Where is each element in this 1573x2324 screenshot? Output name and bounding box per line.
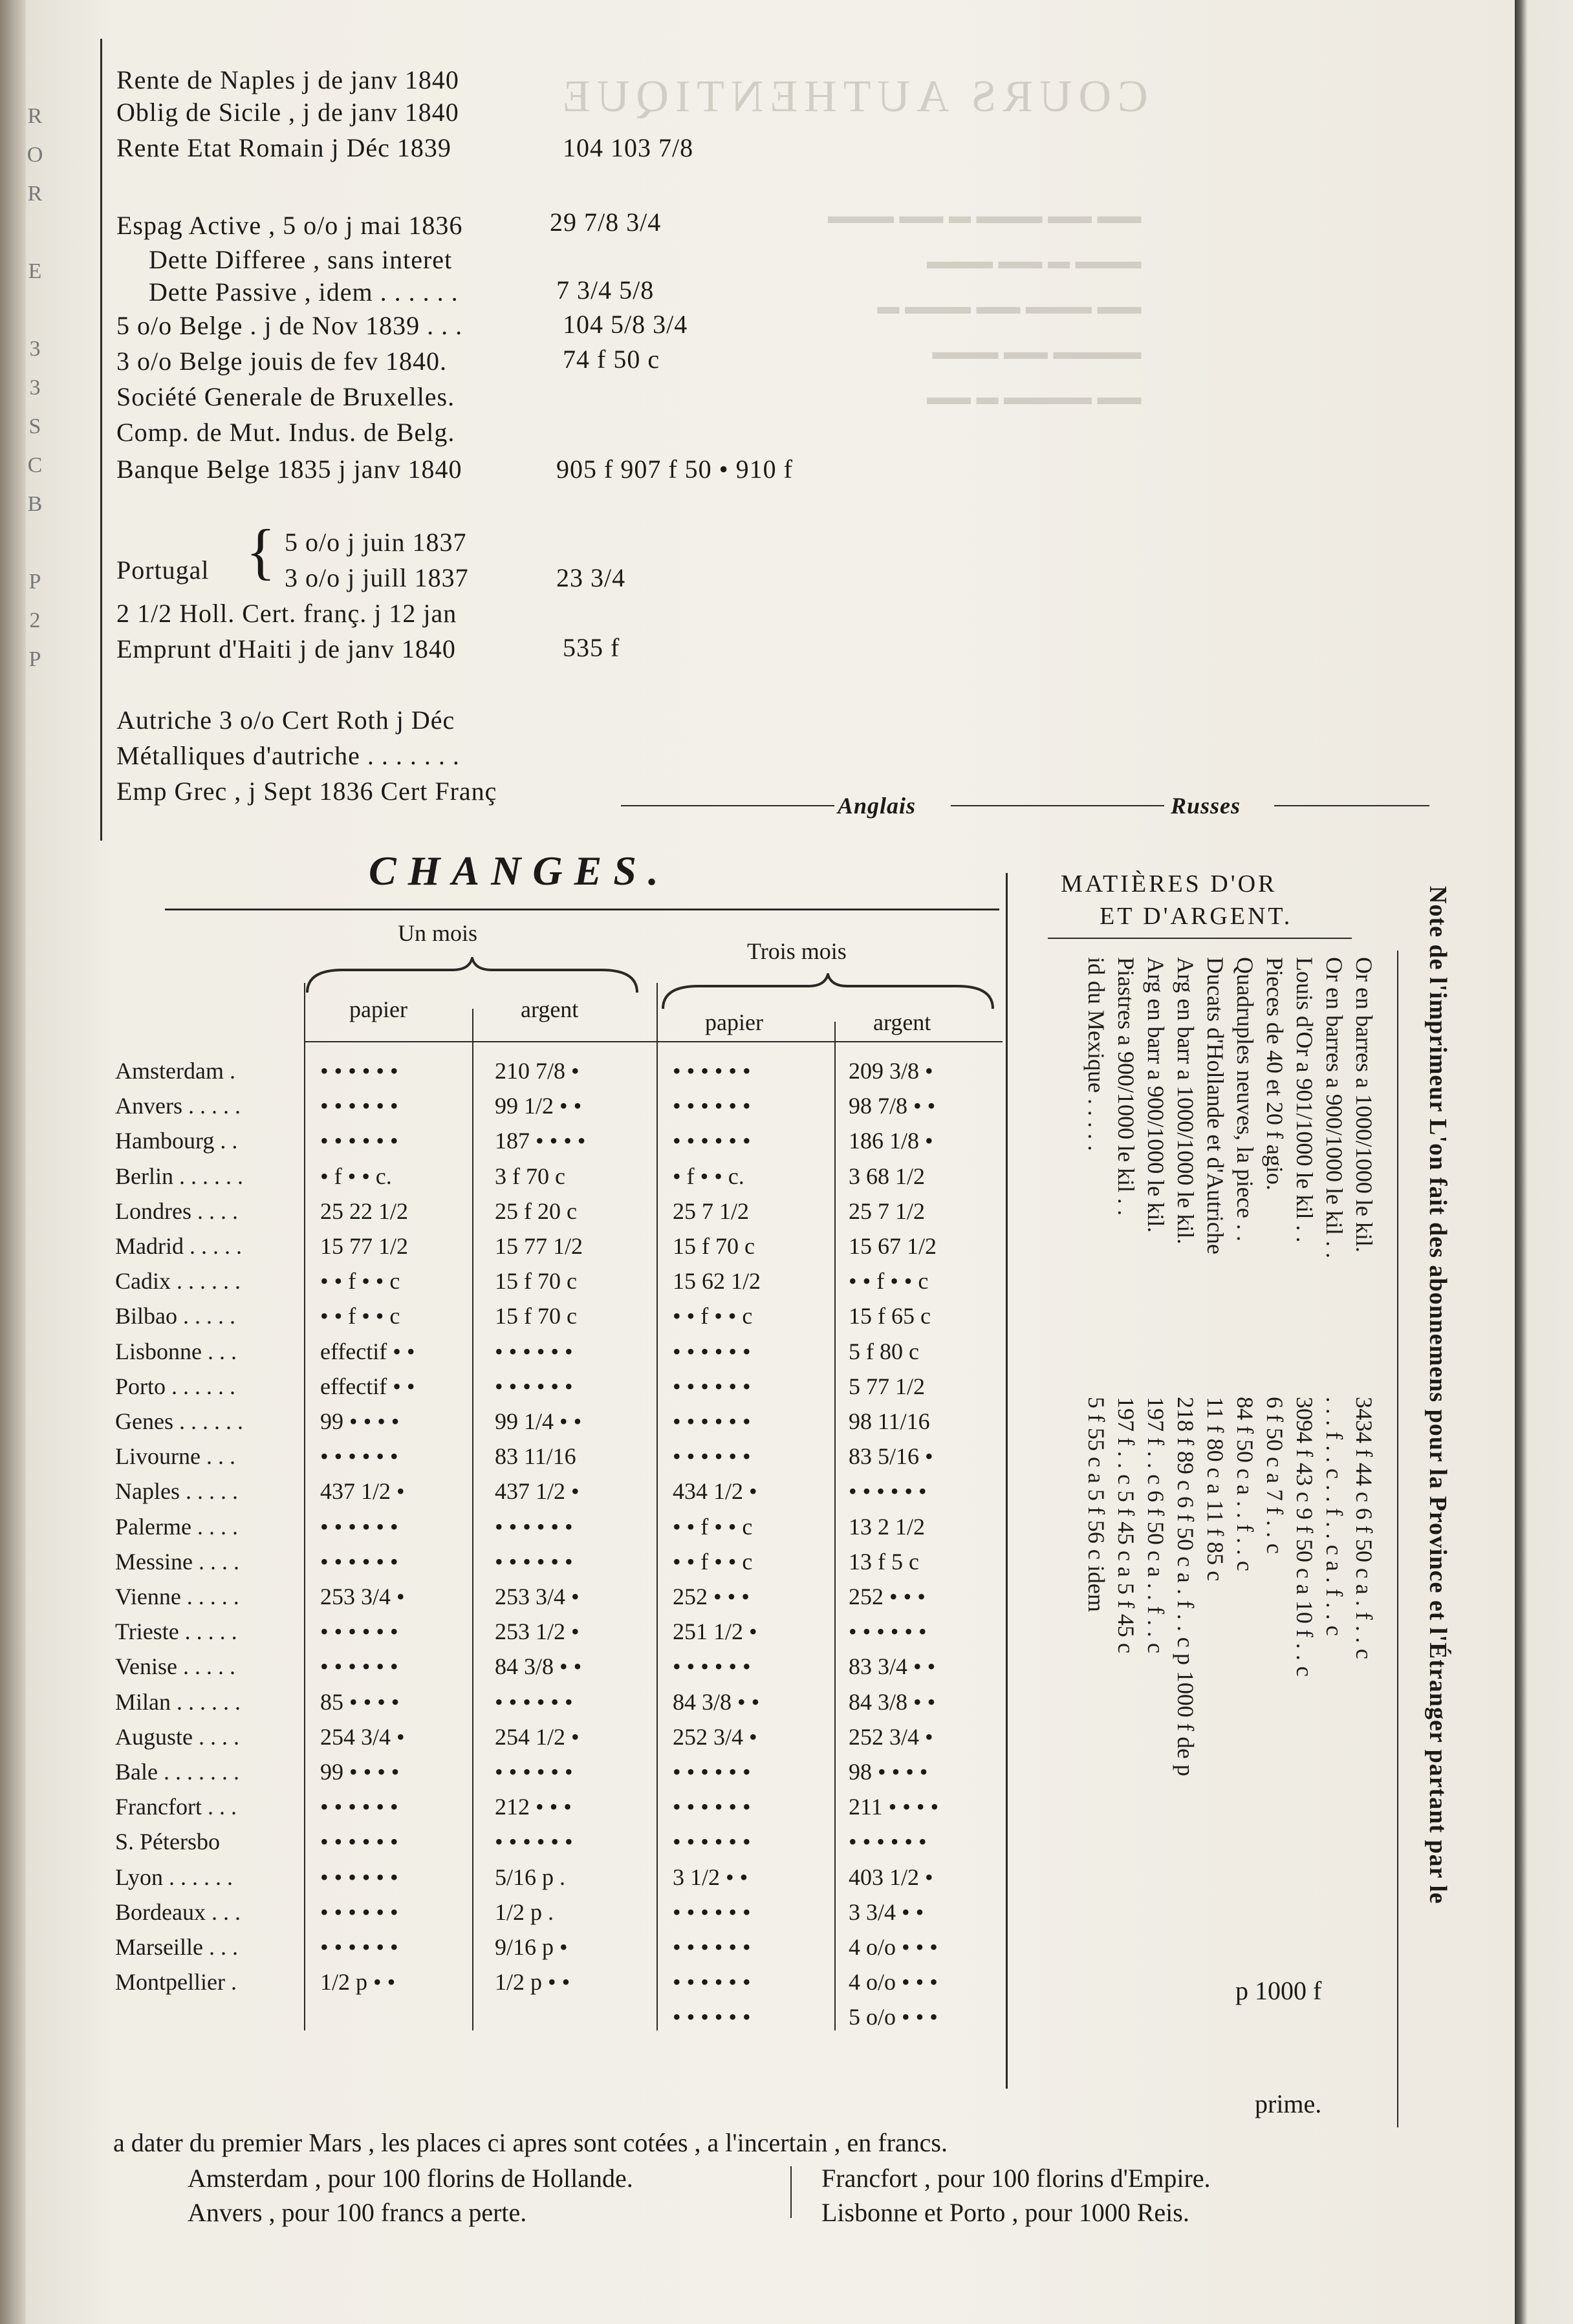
rate-a3: 4 o/o • • •	[849, 1934, 938, 1960]
rate-a3: 98 11/16	[849, 1408, 930, 1434]
col-argent-3: argent	[873, 1009, 931, 1035]
city-name: Berlin . . . . . .	[115, 1163, 243, 1189]
rate-p3: • • • • • •	[673, 1058, 751, 1084]
matieres-item-label: Ducats d'Hollande et d'Autriche	[1202, 957, 1228, 1254]
city-name: Bordeaux . . .	[115, 1899, 241, 1925]
col-divider-4	[834, 1022, 836, 2030]
rate-p3: • • • • • •	[673, 1969, 751, 1995]
city-name: Cadix . . . . . .	[115, 1268, 241, 1294]
rate-p1: 254 3/4 •	[320, 1724, 405, 1750]
rate-a3: 5 o/o • • •	[849, 2004, 938, 2030]
grec-rule-3	[1274, 805, 1429, 806]
grec-col-anglais: Anglais	[838, 793, 917, 819]
rate-a1: 15 f 70 c	[495, 1268, 577, 1294]
city-name: Anvers . . . . .	[115, 1093, 241, 1119]
rate-p3: • • • • • •	[673, 1443, 751, 1469]
col-argent-1: argent	[521, 996, 579, 1022]
rate-a1: • • • • • •	[495, 1759, 573, 1785]
rate-p1: 85 • • • •	[320, 1689, 400, 1715]
matieres-title-2: ET D'ARGENT.	[1100, 903, 1293, 930]
matieres-item-value: 11 f 80 c a 11 f 85 c	[1202, 1397, 1228, 1582]
rate-a3: • • • • • •	[849, 1478, 927, 1504]
city-name: Naples . . . . .	[115, 1478, 238, 1504]
rate-a1: 437 1/2 •	[495, 1478, 580, 1504]
matieres-column-rule	[1006, 873, 1008, 2089]
security-value: 7 3/4 5/8	[556, 275, 655, 305]
city-name: Montpellier .	[115, 1969, 237, 1995]
rate-p3: • • • • • •	[673, 1128, 751, 1154]
rate-p1: • • • • • •	[320, 1619, 398, 1644]
security-value: 104 103 7/8	[563, 133, 694, 162]
rate-a3: 252 3/4 •	[849, 1724, 933, 1750]
rate-a1: • • • • • •	[495, 1549, 573, 1575]
matieres-title-1: MATIÈRES D'OR	[1061, 870, 1277, 898]
rate-a3: 13 2 1/2	[849, 1514, 926, 1540]
security-label: Espag Active , 5 o/o j mai 1836	[116, 211, 463, 240]
rate-p1: • • • • • •	[320, 1899, 398, 1925]
security-value: 74 f 50 c	[563, 345, 660, 374]
rate-p1: 253 3/4 •	[320, 1584, 405, 1609]
rate-a1: 254 1/2 •	[495, 1724, 580, 1750]
city-name: Lyon . . . . . .	[115, 1864, 233, 1890]
rate-a3: 15 67 1/2	[849, 1233, 937, 1259]
rate-p1: • • • • • •	[320, 1128, 398, 1154]
matieres-p1000: p 1000 f	[1235, 1976, 1322, 2005]
rate-a1: 9/16 p •	[495, 1934, 568, 1960]
rate-p3: • • • • • •	[673, 1829, 751, 1855]
rate-p1: • • • • • •	[320, 1794, 398, 1820]
rate-p1: • • • • • •	[320, 1829, 398, 1855]
security-label: 5 o/o j juin 1837	[285, 528, 467, 557]
rate-p3: • • • • • •	[673, 1653, 751, 1679]
security-value: 905 f 907 f 50 • 910 f	[556, 455, 793, 484]
matieres-item-label: Piastres a 900/1000 le kil . .	[1113, 957, 1139, 1216]
rate-p3: • • f • • c	[673, 1514, 753, 1540]
city-name: Venise . . . . .	[115, 1653, 235, 1679]
rate-a3: 3 3/4 • •	[849, 1899, 924, 1925]
security-value: 29 7/8 3/4	[550, 208, 662, 237]
grec-rule-2	[951, 805, 1164, 806]
rate-a1: • • • • • •	[495, 1514, 573, 1540]
security-label: Comp. de Mut. Indus. de Belg.	[116, 418, 455, 447]
city-name: Francfort . . .	[115, 1794, 237, 1820]
matieres-item-value: 3434 f 44 c 6 f 50 c a . f . . c	[1351, 1397, 1377, 1659]
security-label: Oblig de Sicile , j de janv 1840	[116, 98, 459, 127]
rate-a1: 99 1/4 • •	[495, 1408, 582, 1434]
rate-a3: 98 7/8 • •	[849, 1093, 936, 1119]
rate-a3: 84 3/8 • •	[849, 1689, 936, 1715]
rate-a1: 1/2 p .	[495, 1899, 554, 1925]
rate-p1: • • • • • •	[320, 1549, 398, 1575]
rate-p3: • • • • • •	[673, 1759, 751, 1785]
matieres-item-value: 5 f 55 c a 5 f 56 c idem	[1083, 1397, 1109, 1612]
security-label: Société Generale de Bruxelles.	[116, 382, 455, 411]
left-column-rule	[100, 39, 102, 841]
rate-a1: 15 f 70 c	[495, 1303, 577, 1329]
security-label: Autriche 3 o/o Cert Roth j Déc	[116, 705, 455, 735]
rate-p1: effectif • •	[320, 1373, 415, 1399]
rate-a3: 13 f 5 c	[849, 1549, 919, 1575]
footer-col2-a: Francfort , pour 100 florins d'Empire.	[821, 2164, 1211, 2193]
matieres-item-value: 84 f 50 c a . . f . . c	[1232, 1397, 1258, 1571]
un-mois-brace	[304, 957, 640, 996]
matieres-item-label: Quadruples neuves, la piece . .	[1232, 957, 1258, 1242]
security-label: Emprunt d'Haiti j de janv 1840	[116, 634, 456, 663]
rate-p3: • • • • • •	[673, 1339, 751, 1364]
rate-p3: 434 1/2 •	[673, 1478, 757, 1504]
security-label: Emp Grec , j Sept 1836 Cert Franç	[116, 777, 497, 806]
col-papier-3: papier	[705, 1009, 763, 1035]
grec-col-russes: Russes	[1171, 793, 1241, 819]
col-divider-2	[472, 1009, 473, 2030]
rate-a1: 210 7/8 •	[495, 1058, 580, 1084]
margin-letters: R O R E 3 3 S C B P 2 P	[27, 104, 43, 671]
rate-a1: 25 f 20 c	[495, 1198, 577, 1224]
rate-p3: • • • • • •	[673, 1899, 751, 1925]
rate-p1: 25 22 1/2	[320, 1198, 409, 1224]
city-name: Bale . . . . . . .	[115, 1759, 239, 1785]
rate-a1: • • • • • •	[495, 1373, 573, 1399]
rate-a3: 15 f 65 c	[849, 1303, 931, 1329]
matieres-item-value: 197 f . . c 5 f 45 c a 5 f 45 c	[1113, 1397, 1139, 1653]
security-label: Rente Etat Romain j Déc 1839	[116, 133, 451, 162]
security-label: 3 o/o Belge jouis de fev 1840.	[116, 347, 448, 376]
rate-a3: 3 68 1/2	[849, 1163, 926, 1189]
rate-p3: • • • • • •	[673, 2004, 751, 2030]
matieres-item-value: 3094 f 43 c 9 f 50 c a 10 f . . c	[1292, 1397, 1318, 1677]
portugal-label: Portugal	[116, 555, 210, 585]
rate-p1: • • • • • •	[320, 1093, 398, 1119]
rate-p3: • • • • • •	[673, 1934, 751, 1960]
rate-a1: 212 • • •	[495, 1794, 572, 1820]
rate-a1: 84 3/8 • •	[495, 1653, 582, 1679]
security-label: Dette Passive , idem . . . . . .	[149, 277, 459, 307]
matieres-item-value: . . . f . . c . . f . . c a . f . . c	[1321, 1397, 1347, 1636]
rate-p1: • • • • • •	[320, 1443, 398, 1469]
rate-p1: • f • • c.	[320, 1163, 392, 1189]
rate-a3: • • • • • •	[849, 1829, 927, 1855]
security-value: 23 3/4	[556, 563, 626, 592]
rate-p1: 99 • • • •	[320, 1408, 400, 1434]
grec-rule-1	[621, 805, 834, 806]
matieres-prime: prime.	[1255, 2089, 1322, 2118]
security-label: 2 1/2 Holl. Cert. franç. j 12 jan	[116, 599, 457, 628]
rate-a1: 83 11/16	[495, 1443, 576, 1469]
city-name: Vienne . . . . .	[115, 1584, 239, 1609]
security-label: Banque Belge 1835 j janv 1840	[116, 455, 462, 484]
city-name: Auguste . . . .	[115, 1724, 239, 1750]
rate-a1: 253 3/4 •	[495, 1584, 580, 1609]
matieres-item-label: Or en barres a 900/1000 le kil . .	[1321, 957, 1347, 1258]
rate-a1: 253 1/2 •	[495, 1619, 580, 1644]
city-name: Amsterdam .	[115, 1058, 235, 1084]
rate-p1: 15 77 1/2	[320, 1233, 409, 1259]
trois-mois-brace	[660, 973, 996, 1012]
side-note-rule	[1397, 951, 1398, 2127]
rate-a1: 99 1/2 • •	[495, 1093, 582, 1119]
rate-p1: effectif • •	[320, 1339, 415, 1364]
rate-a3: • • f • • c	[849, 1268, 929, 1294]
rate-a3: 83 3/4 • •	[849, 1653, 936, 1679]
rate-p3: • • • • • •	[673, 1794, 751, 1820]
rate-p1: • • • • • •	[320, 1653, 398, 1679]
footer-intro: a dater du premier Mars , les places ci apres sont cotées , a l'incertain , en francs.	[113, 2128, 948, 2157]
rate-a1: • • • • • •	[495, 1829, 573, 1855]
rate-a1: 3 f 70 c	[495, 1163, 565, 1189]
city-name: Genes . . . . . .	[115, 1408, 243, 1434]
rate-p1: • • f • • c	[320, 1268, 400, 1294]
rate-a1: 1/2 p • •	[495, 1969, 570, 1995]
rate-p3: • f • • c.	[673, 1163, 744, 1189]
rate-p3: 84 3/8 • •	[673, 1689, 760, 1715]
rate-p3: 3 1/2 • •	[673, 1864, 748, 1890]
rate-a3: 83 5/16 •	[849, 1443, 933, 1469]
city-name: Lisbonne . . .	[115, 1339, 237, 1364]
city-name: Porto . . . . . .	[115, 1373, 236, 1399]
rate-p3: • • • • • •	[673, 1408, 751, 1434]
rate-a3: 186 1/8 •	[849, 1128, 933, 1154]
city-name: Marseille . . .	[115, 1934, 238, 1960]
changes-top-rule	[165, 909, 999, 910]
column-header-rule	[304, 1041, 1003, 1042]
trois-mois-header: Trois mois	[747, 938, 847, 964]
security-value: 104 5/8 3/4	[563, 310, 688, 339]
rate-a3: 98 • • • •	[849, 1759, 928, 1785]
rate-a3: 4 o/o • • •	[849, 1969, 938, 1995]
next-page-edge	[1515, 0, 1573, 2324]
rate-p1: • • • • • •	[320, 1864, 398, 1890]
security-label: 5 o/o Belge . j de Nov 1839 . . .	[116, 311, 463, 340]
rate-p3: • • f • • c	[673, 1549, 753, 1575]
bleed-through-text: ▬▬ ▬▬ ▬▬▬ ▬ ▬▬ ▬▬▬ ▬▬▬ ▬ ▬▬ ▬▬▬ ▬▬ ▬▬▬ ▬▬ ▬▬▬ ▬ ▬▬▬▬ ▬▬ ▬▬▬ ▬▬ ▬▬▬▬ ▬ ▬▬	[828, 204, 1142, 409]
rate-a3: 5 77 1/2	[849, 1373, 926, 1399]
rate-a1: 187 • • • •	[495, 1128, 586, 1154]
city-name: Hambourg . .	[115, 1128, 238, 1154]
footer-col1-a: Amsterdam , pour 100 florins de Hollande.	[188, 2164, 633, 2193]
rate-p3: 15 62 1/2	[673, 1268, 761, 1294]
matieres-item-value: 218 f 89 c 6 f 50 c a . f . . c p 1000 f de p	[1173, 1397, 1199, 1776]
rate-p1: • • • • • •	[320, 1934, 398, 1960]
rate-a3: 403 1/2 •	[849, 1864, 933, 1890]
rate-a1: 15 77 1/2	[495, 1233, 583, 1259]
matieres-title-rule	[1048, 938, 1352, 939]
portugal-brace: {	[246, 517, 276, 586]
city-name: Livourne . . .	[115, 1443, 235, 1469]
col-papier-1: papier	[349, 996, 407, 1022]
matieres-item-label: Arg en barr a 1000/1000 le kil.	[1173, 957, 1199, 1245]
city-name: S. Pétersbo	[115, 1829, 220, 1855]
footer-divider	[790, 2166, 792, 2218]
matieres-item-label: id du Mexique . . . . .	[1083, 957, 1109, 1151]
rate-p1: 1/2 p • •	[320, 1969, 396, 1995]
footer-col2-b: Lisbonne et Porto , pour 1000 Reis.	[821, 2198, 1189, 2227]
footer-col1-b: Anvers , pour 100 francs a perte.	[188, 2198, 527, 2227]
rate-a3: 5 f 80 c	[849, 1339, 919, 1364]
rate-p3: 251 1/2 •	[673, 1619, 757, 1644]
security-label: Métalliques d'autriche . . . . . . .	[116, 741, 460, 770]
rate-a1: • • • • • •	[495, 1339, 573, 1364]
security-value: 535 f	[563, 633, 620, 662]
rate-a3: • • • • • •	[849, 1619, 927, 1644]
rate-p1: • • f • • c	[320, 1303, 400, 1329]
city-name: Bilbao . . . . .	[115, 1303, 235, 1329]
rate-p1: 99 • • • •	[320, 1759, 400, 1785]
col-divider-1	[304, 983, 305, 2030]
matieres-item-label: Or en barres a 1000/1000 le kil.	[1351, 957, 1377, 1253]
changes-title: CHANGES.	[369, 848, 670, 894]
security-label: Rente de Naples j de janv 1840	[116, 65, 459, 94]
rate-a1: • • • • • •	[495, 1689, 573, 1715]
matieres-item-label: Louis d'Or a 901/1000 le kil . .	[1292, 957, 1318, 1243]
city-name: Londres . . . .	[115, 1198, 238, 1224]
rate-a3: 25 7 1/2	[849, 1198, 926, 1224]
city-name: Messine . . . .	[115, 1549, 239, 1575]
bleed-through-heading: COURS AUTHENTIQUE	[556, 72, 1148, 122]
city-name: Milan . . . . . .	[115, 1689, 241, 1715]
security-label: Dette Differee , sans interet	[149, 245, 453, 274]
rate-a3: 209 3/8 •	[849, 1058, 933, 1084]
rate-p3: 252 • • •	[673, 1584, 750, 1609]
rate-p1: • • • • • •	[320, 1058, 398, 1084]
rate-p3: 25 7 1/2	[673, 1198, 750, 1224]
matieres-item-label: Pieces de 40 et 20 f agio.	[1262, 957, 1288, 1190]
rate-p3: • • • • • •	[673, 1373, 751, 1399]
city-name: Trieste . . . . .	[115, 1619, 237, 1644]
rate-p3: • • • • • •	[673, 1093, 751, 1119]
city-name: Madrid . . . . .	[115, 1233, 242, 1259]
un-mois-header: Un mois	[398, 920, 478, 946]
rate-p1: • • • • • •	[320, 1514, 398, 1540]
matieres-item-value: 197 f . . c 6 f 50 c a . . f . . c	[1143, 1397, 1169, 1653]
security-label: 3 o/o j juill 1837	[285, 563, 469, 592]
rate-a1: 5/16 p .	[495, 1864, 566, 1890]
side-note: Note de l'imprimeur L'on fait des abonnemens pour la Province et l'Étranger partant par le	[1424, 886, 1451, 1904]
city-name: Palerme . . . .	[115, 1514, 238, 1540]
rate-p3: 252 3/4 •	[673, 1724, 757, 1750]
matieres-item-value: 6 f 50 c a 7 f . . c	[1262, 1397, 1288, 1554]
rate-p1: 437 1/2 •	[320, 1478, 405, 1504]
rate-p3: • • f • • c	[673, 1303, 753, 1329]
rate-a3: 211 • • • •	[849, 1794, 939, 1820]
matieres-item-label: Arg en barr a 900/1000 le kil.	[1143, 957, 1169, 1233]
rate-a3: 252 • • •	[849, 1584, 926, 1609]
rate-p3: 15 f 70 c	[673, 1233, 755, 1259]
col-divider-3	[656, 983, 658, 2030]
